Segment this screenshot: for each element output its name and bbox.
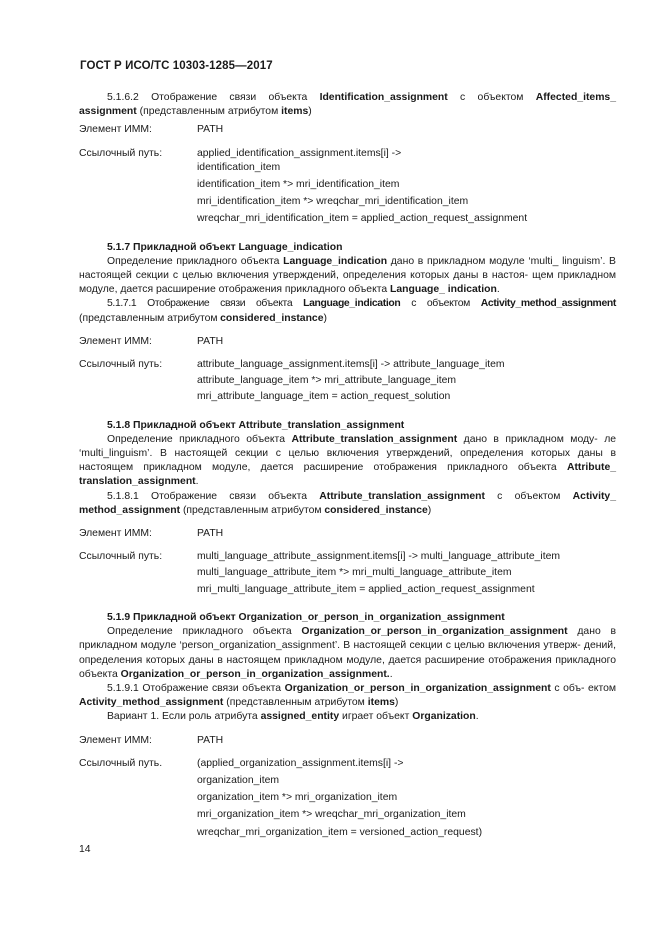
section-heading-5-1-9: 5.1.9 Прикладной объект Organization_or_person_in_organization_assignment	[107, 611, 505, 623]
mapping-paragraph-5-1-9-1: 5.1.9.1 Отображение связи объекта Organization_or_person_in_organization_assignment с объ- ектом Activity_method_assignment (представленным атрибутом items)	[79, 682, 617, 709]
reference-path-row	[79, 358, 616, 372]
aim-element-value: PATH	[197, 734, 224, 746]
aim-element-value: PATH	[197, 335, 224, 347]
reference-path-label: Ссылочный путь.	[79, 757, 163, 769]
reference-path-line: attribute_language_assignment.items[i] -> attribute_language_item	[197, 359, 505, 371]
mapping-paragraph-5-1-6-2-cont: assignment (представленным атрибутом items)	[79, 106, 312, 118]
reference-path-line: attribute_language_item *> mri_attribute_language_item	[197, 375, 457, 387]
page-header-standard-title: ГОСТ Р ИСО/ТС 10303-1285—2017	[80, 60, 273, 72]
reference-path-line: mri_attribute_language_item = action_request_solution	[197, 391, 451, 403]
reference-path-line: applied_identification_assignment.items[i] ->	[197, 147, 402, 159]
aim-element-label: Элемент ИММ:	[79, 124, 152, 136]
reference-path-line: organization_item *> mri_organization_item	[197, 792, 398, 804]
reference-path-label: Ссылочный путь:	[79, 551, 163, 563]
page-content	[79, 91, 616, 840]
definition-paragraph-5-1-9: Определение прикладного объекта Organization_or_person_in_organization_assignment дано в прикладном модуле ‘person_organization_assignment’. В настоящей секции с целью включения утверж- дений, определения которых даны в настоящем прикладном модуле, дается расширение отображения прикладного объекта Organization_or_person_in_organization_assignment..	[79, 626, 617, 680]
aim-element-value: PATH	[197, 124, 224, 136]
aim-element-row	[79, 527, 616, 541]
reference-path-line: (applied_organization_assignment.items[i] ->	[197, 757, 404, 769]
mapping-paragraph-5-1-8-1: 5.1.8.1 Отображение связи объекта Attribute_translation_assignment с объектом Activity_ method_assignment (представленным атрибутом considered_instance)	[79, 490, 616, 516]
aim-element-label: Элемент ИММ:	[79, 528, 152, 540]
definition-paragraph-5-1-7: Определение прикладного объекта Language_indication дано в прикладном модуле ‘multi_ linguism’. В настоящей секции с целью включения утверждений, определения которых даны в настоя- щем прикладном модуле, дается расширение отображения прикладного объекта Language_ indication.	[79, 255, 616, 296]
reference-path-line: multi_language_attribute_assignment.items[i] -> multi_language_attribute_item	[197, 551, 561, 563]
section-heading-5-1-8: 5.1.8 Прикладной объект Attribute_translation_assignment	[107, 419, 405, 431]
reference-path-line: identification_item *> mri_identification_item	[197, 179, 400, 191]
definition-paragraph-5-1-8: Определение прикладного объекта Attribute_translation_assignment дано в прикладном моду- ле ‘multi_linguism’. В настоящей секции с целью включения утверждений, определения которых даны в настоящем прикладном модуле, дается расширение отображения прикладного объекта Attribute_ translation_assignment.	[79, 433, 617, 488]
variant-paragraph: Вариант 1. Если роль атрибута assigned_entity играет объект Organization.	[107, 711, 479, 723]
reference-path-row	[79, 550, 616, 564]
aim-element-row	[79, 335, 616, 349]
mapping-paragraph-5-1-7-1: 5.1.7.1 Отображение связи объекта Language_indication с объектом Activity_method_assignment (представленным атрибутом considered_instance)	[79, 298, 616, 324]
aim-element-value: PATH	[197, 528, 224, 540]
section-heading-5-1-7: 5.1.7 Прикладной объект Language_indication	[107, 241, 343, 253]
page-number: 14	[79, 844, 91, 855]
reference-path-line: mri_organization_item *> wreqchar_mri_organization_item	[197, 809, 466, 821]
reference-path-line: mri_multi_language_attribute_item = applied_action_request_assignment	[197, 583, 535, 595]
reference-path-line: identification_item	[197, 161, 281, 173]
reference-path-line: mri_identification_item *> wreqchar_mri_identification_item	[197, 196, 469, 208]
aim-element-label: Элемент ИММ:	[79, 734, 152, 746]
aim-element-row	[79, 734, 616, 748]
reference-path-line: wreqchar_mri_organization_item = versioned_action_request)	[197, 826, 483, 838]
reference-path-line: organization_item	[197, 774, 280, 786]
mapping-paragraph-5-1-6-2: 5.1.6.2 Отображение связи объекта Identification_assignment с объектом Affected_items_	[107, 92, 616, 103]
reference-path-line: multi_language_attribute_item *> mri_multi_language_attribute_item	[197, 567, 512, 579]
aim-element-row	[79, 123, 616, 137]
reference-path-line: wreqchar_mri_identification_item = applied_action_request_assignment	[197, 213, 528, 225]
aim-element-label: Элемент ИММ:	[79, 335, 152, 347]
reference-path-row	[79, 757, 616, 771]
reference-path-label: Ссылочный путь:	[79, 147, 163, 159]
reference-path-row	[79, 147, 616, 161]
reference-path-label: Ссылочный путь:	[79, 359, 163, 371]
